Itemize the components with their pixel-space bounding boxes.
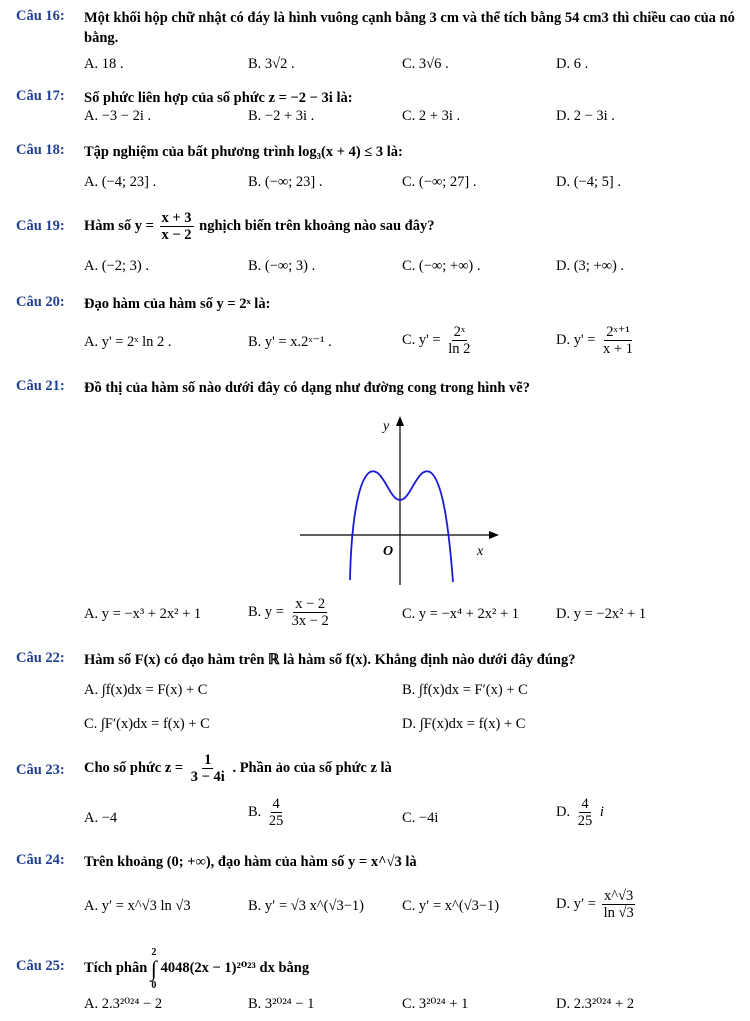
question-text — [84, 946, 736, 991]
option-b[interactable]: B. 3²⁰²⁴ − 1 — [248, 996, 315, 1012]
option-d[interactable] — [556, 796, 604, 829]
option-a[interactable]: A. ∫f(x)dx = F(x) + C — [84, 682, 208, 698]
question-number: Câu 20: — [16, 294, 65, 310]
fraction-numerator: 1 — [204, 752, 212, 768]
option-c[interactable]: C. 3√6 . — [402, 56, 449, 72]
fraction-numerator: 4 — [581, 796, 589, 812]
question-text-before: Cho số phức z = — [84, 759, 184, 776]
question-text: Trên khoảng (0; +∞), đạo hàm của hàm số y = x^√3 là — [84, 854, 417, 870]
question-text-after: . Phần ảo của số phức z là — [232, 759, 392, 776]
option-a[interactable]: A. (−4; 23] . — [84, 174, 157, 190]
option-d[interactable]: D. ∫F(x)dx = f(x) + C — [402, 716, 526, 732]
fraction — [290, 596, 331, 629]
option-a[interactable]: A. −3 − 2i . — [84, 108, 152, 124]
fraction-numerator: 2ˣ⁺¹ — [606, 324, 630, 340]
y-axis-label: y — [383, 419, 390, 434]
option-d[interactable]: D. 2 − 3i . — [556, 108, 615, 124]
option-a[interactable]: A. 2.3²⁰²⁴ − 2 — [84, 996, 163, 1012]
option-c[interactable]: C. (−∞; +∞) . — [402, 258, 481, 274]
question-text: Đồ thị của hàm số nào dưới đây có dạng như đường cong trong hình vẽ? — [84, 380, 530, 396]
option-b[interactable]: B. ∫f(x)dx = F′(x) + C — [402, 682, 528, 698]
option-a[interactable]: A. y' = 2ˣ ln 2 . — [84, 334, 172, 350]
fraction-denominator: 3x − 2 — [291, 613, 329, 629]
fraction-numerator: x − 2 — [295, 596, 326, 612]
question-text — [84, 210, 736, 243]
question-number: Câu 18: — [16, 142, 65, 158]
option-a[interactable]: A. −4 — [84, 810, 118, 826]
option-c[interactable]: C. y′ = x^(√3−1) — [402, 898, 500, 914]
option-a[interactable]: A. (−2; 3) . — [84, 258, 149, 274]
option-d-prefix: D. y' = — [556, 331, 596, 348]
integral-lower-limit: 0 — [151, 979, 157, 991]
option-d[interactable]: D. (3; +∞) . — [556, 258, 625, 274]
question-number: Câu 21: — [16, 378, 65, 394]
option-d[interactable]: D. y = −2x² + 1 — [556, 606, 647, 622]
option-d-prefix: D. — [556, 803, 571, 820]
question-number: Câu 17: — [16, 88, 65, 104]
fraction-denominator: x − 2 — [161, 227, 192, 243]
option-d-suffix: i — [599, 803, 604, 820]
fraction — [189, 752, 227, 785]
fraction-denominator: ln 2 — [448, 341, 471, 357]
question-number: Câu 16: — [16, 8, 65, 24]
option-c[interactable]: C. 2 + 3i . — [402, 108, 461, 124]
question-text-after: 4048(2x − 1)²⁰²³ dx bằng — [160, 960, 310, 976]
question-text-before: Tích phân — [84, 960, 148, 976]
integral-symbol: ∫ — [150, 955, 157, 981]
option-b[interactable] — [248, 596, 333, 629]
fraction-denominator: 3 − 4i — [190, 769, 225, 785]
question-text: Đạo hàm của hàm số y = 2ˣ là: — [84, 296, 271, 312]
fraction — [267, 796, 286, 829]
question-text: Số phức liên hợp của số phức z = −2 − 3i là: — [84, 90, 353, 106]
option-a[interactable]: A. 18 . — [84, 56, 124, 72]
fraction-numerator: 2ˣ — [453, 324, 466, 340]
option-d[interactable]: D. 6 . — [556, 56, 589, 72]
fraction-denominator: x + 1 — [603, 341, 633, 357]
option-b[interactable]: B. y′ = √3 x^(√3−1) — [248, 898, 364, 914]
question-number: Câu 23: — [16, 762, 65, 778]
option-b[interactable]: B. (−∞; 3) . — [248, 258, 316, 274]
option-b-prefix: B. y = — [248, 603, 284, 620]
origin-label: O — [383, 544, 394, 559]
x-axis-label: x — [477, 544, 484, 559]
option-d[interactable] — [556, 324, 637, 357]
option-b[interactable]: B. −2 + 3i . — [248, 108, 315, 124]
option-c[interactable]: C. −4i — [402, 810, 439, 826]
x-axis-arrow — [489, 531, 499, 539]
fraction-denominator: 25 — [577, 813, 593, 829]
option-d[interactable] — [556, 888, 638, 921]
question-number: Câu 22: — [16, 650, 65, 666]
fraction-numerator: x + 3 — [161, 210, 192, 226]
question-number: Câu 24: — [16, 852, 65, 868]
option-a[interactable]: A. y′ = x^√3 ln √3 — [84, 898, 191, 914]
question-number: Câu 25: — [16, 958, 65, 974]
question-text-before: Hàm số y = — [84, 217, 154, 234]
option-d[interactable]: D. 2.3²⁰²⁴ + 2 — [556, 996, 635, 1012]
fraction-denominator: ln √3 — [603, 905, 634, 921]
question-text-after: nghịch biến trên khoảng nào sau đây? — [199, 217, 435, 234]
option-c[interactable]: C. (−∞; 27] . — [402, 174, 477, 190]
option-c[interactable] — [402, 324, 474, 357]
option-c[interactable]: C. ∫F′(x)dx = f(x) + C — [84, 716, 210, 732]
option-c-prefix: C. y' = — [402, 331, 441, 348]
option-a[interactable]: A. y = −x³ + 2x² + 1 — [84, 606, 202, 622]
fraction — [446, 324, 472, 357]
option-b[interactable]: B. y' = x.2ˣ⁻¹ . — [248, 334, 332, 350]
y-axis-arrow — [396, 416, 404, 426]
question-number: Câu 19: — [16, 218, 65, 234]
function-graph — [295, 410, 505, 590]
option-d[interactable]: D. (−4; 5] . — [556, 174, 621, 190]
option-b[interactable]: B. 3√2 . — [248, 56, 295, 72]
fraction — [601, 324, 635, 357]
option-b[interactable]: B. (−∞; 23] . — [248, 174, 323, 190]
fraction-denominator: 25 — [268, 813, 284, 829]
question-text — [84, 752, 736, 785]
option-c[interactable]: C. 3²⁰²⁴ + 1 — [402, 996, 469, 1012]
question-text: Một khối hộp chữ nhật có đáy là hình vuông cạnh bằng 3 cm và thể tích bằng 54 cm3 thì chiều cao của nó bằng. — [84, 10, 735, 46]
question-text: Tập nghiệm của bất phương trình log₃(x + 4) ≤ 3 là: — [84, 144, 403, 160]
option-b[interactable] — [248, 796, 287, 829]
question-text: Hàm số F(x) có đạo hàm trên ℝ là hàm số f(x). Khẳng định nào dưới đây đúng? — [84, 652, 576, 668]
option-d-prefix: D. y′ = — [556, 895, 596, 912]
fraction — [602, 888, 636, 921]
fraction-numerator: x^√3 — [604, 888, 634, 904]
integral-upper-limit: 2 — [151, 946, 157, 958]
integral-sign — [151, 947, 157, 991]
fraction — [160, 210, 194, 243]
curve — [350, 471, 453, 582]
fraction — [576, 796, 595, 829]
option-b-prefix: B. — [248, 803, 262, 820]
option-c[interactable]: C. y = −x⁴ + 2x² + 1 — [402, 606, 520, 622]
fraction-numerator: 4 — [272, 796, 280, 812]
